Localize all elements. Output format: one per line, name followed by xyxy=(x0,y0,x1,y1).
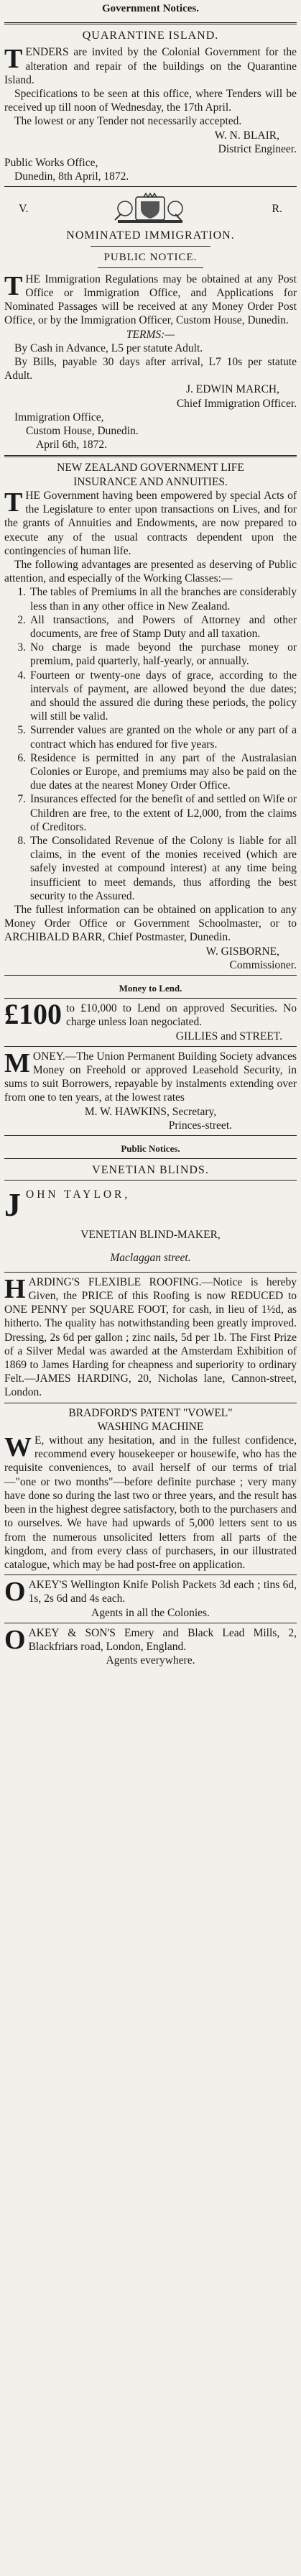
loan-amount: £100 xyxy=(4,1001,62,1031)
address-line: Maclaggan street. xyxy=(110,1251,191,1264)
agents-line: Agents everywhere. xyxy=(106,1654,195,1667)
signature-name: W. N. BLAIR, xyxy=(214,129,279,142)
list-text: All transactions, and Powers of Attorney and other documents, are free of Stamp Duty and all taxation. xyxy=(30,613,297,640)
address-line: Princes-street. xyxy=(168,1119,232,1132)
signature-name: GILLIES and STREET. xyxy=(175,1030,282,1042)
notice-paragraph: The lowest or any Tender not necessarily accepted. xyxy=(14,115,242,128)
list-number: 7. xyxy=(17,793,26,806)
royal-r: R. xyxy=(272,202,282,215)
list-item xyxy=(4,641,297,668)
drop-cap: T xyxy=(4,44,23,75)
list-number: 4. xyxy=(17,669,26,682)
agents-line: Agents in all the Colonies. xyxy=(91,1606,210,1619)
list-number: 1. xyxy=(17,586,26,599)
list-number: 2. xyxy=(17,613,26,626)
advantages-list xyxy=(4,585,297,903)
divider xyxy=(91,246,210,247)
signature-title: Chief Immigration Officer. xyxy=(176,397,297,410)
section-header: Government Notices. xyxy=(102,3,199,14)
list-item xyxy=(4,751,297,793)
notice-body: ENDERS are invited by the Colonial Government for the alteration and repair of the buildings on the Quarantine Island. xyxy=(4,46,297,86)
notice-body: HE Immigration Regulations may be obtained at any Post Office or Immigration Office, and Applications for Nominated Passages will be received at any Money Order Post Office, or by the Immigration Officer, Custom House, Dunedin. xyxy=(4,272,297,327)
address-line: Public Works Office, xyxy=(4,157,98,170)
drop-cap: O xyxy=(4,1624,26,1655)
notice-subtitle: PUBLIC NOTICE. xyxy=(103,251,198,263)
list-number: 5. xyxy=(17,724,26,737)
divider xyxy=(4,22,297,24)
signature-name: J. EDWIN MARCH, xyxy=(185,383,279,396)
notice-body: E, without any hesitation, and in the fullest confidence, recommend every housekeeper or housewife, who has the requisite conveniences, to avail herself of our terms of trial—"one or two months"—before definite purchase ; very many have done so during the last two or three years, and the result has been in the highest degree satisfactory, both to the purchasers and to ourselves. We have had upwards of 5,000 letters sent to us from the numerous unsolicited letters from all parts of the kingdom, and from every class of purchasers, in our illustrated catalogue, which may be had post-free on application. xyxy=(4,1434,297,1571)
notice-title: NOMINATED IMMIGRATION. xyxy=(66,229,235,242)
divider xyxy=(4,1180,297,1181)
maker-name: OHN TAYLOR, xyxy=(26,1188,131,1201)
notice-title: NEW ZEALAND GOVERNMENT LIFE xyxy=(57,462,244,475)
drop-cap: M xyxy=(4,1048,30,1078)
list-number: 3. xyxy=(17,641,26,654)
notice-title: QUARANTINE ISLAND. xyxy=(82,29,219,42)
bradford-notice xyxy=(4,1406,297,1572)
notice-body: to £10,000 to Lend on approved Securities. No charge unless loan negociated. xyxy=(66,1002,297,1029)
signature-title: District Engineer. xyxy=(218,142,297,155)
list-number: 6. xyxy=(17,751,26,764)
divider xyxy=(4,1158,297,1159)
section-label: Public Notices. xyxy=(121,1143,180,1155)
section-label: Money to Lend. xyxy=(119,983,182,994)
address-line: Immigration Office, xyxy=(14,411,104,423)
divider xyxy=(4,998,297,999)
list-text: Insurances effected for the benefit of and settled on Wife or Children are free, to the extent of L2,000, from the claims of Creditors. xyxy=(30,793,297,833)
list-item xyxy=(4,585,297,613)
signature-name: W. GISBORNE, xyxy=(205,945,279,958)
list-item xyxy=(4,669,297,724)
royal-v: V. xyxy=(19,202,29,215)
notice-title: WASHING MACHINE xyxy=(97,1420,204,1433)
notice-title: VENETIAN BLINDS. xyxy=(92,1164,209,1177)
roofing-notice xyxy=(4,1275,297,1400)
list-item xyxy=(4,613,297,641)
royal-crest-icon xyxy=(96,193,204,224)
drop-cap: T xyxy=(4,270,23,301)
notice-paragraph: Specifications to be seen at this office, where Tenders will be received up till noon of Wednesday, the 17th April. xyxy=(4,88,297,114)
oakey-polish-notice xyxy=(4,1578,297,1620)
quarantine-notice xyxy=(4,29,297,183)
notice-paragraph: The fullest information can be obtained on application to any Money Order Office or Government Schoolmaster, or to ARCHIBALD BARR, Chief Postmaster, Dunedin. xyxy=(4,903,297,944)
notice-body: AKEY'S Wellington Knife Polish Packets 3d each ; tins 6d, 1s, 2s 6d and 4s each. xyxy=(28,1579,297,1605)
blinds-notice xyxy=(4,1163,297,1265)
drop-cap: O xyxy=(4,1577,26,1608)
list-text: The tables of Premiums in all the branches are considerably less than in any other office in New Zealand. xyxy=(30,586,297,613)
notice-body: ARDING'S FLEXIBLE ROOFING.—Notice is hereby Given, the PRICE of this Roofing is now REDUCED to ONE PENNY per SQUARE FOOT, for cash, in lieu of 1½d, as hitherto. The quality has notwithstanding been greatly improved. Dressing, 2s 6d per gallon ; zinc nails, 5d per 1b. The First Prize of a Silver Medal was awarded at the Amsterdam Exhibition of 1869 to James Harding for cheapness and superiority to ordinary Felt.—JAMES HARDING, 20, Nicholas lane, Cannon-street, London. xyxy=(4,1275,297,1399)
list-text: The Consolidated Revenue of the Colony is liable for all claims, in the event of the monies received (which are safely invested at compound interest) at any time being insufficient to meet demands, thus affording the best security to the Assured. xyxy=(30,834,297,902)
list-number: 8. xyxy=(17,834,26,847)
drop-cap: T xyxy=(4,487,23,518)
notice-title: INSURANCE AND ANNUITIES. xyxy=(73,475,228,488)
date-line: April 6th, 1872. xyxy=(36,439,108,452)
list-text: Residence is permitted in any part of the Australasian Colonies or Europe, and premiums may also be paid on the due dates at the nearest Money Order Office. xyxy=(30,751,297,792)
divider xyxy=(4,1135,297,1136)
maker-trade: VENETIAN BLIND-MAKER, xyxy=(80,1229,221,1242)
oakey-emery-notice xyxy=(4,1626,297,1668)
list-text: Surrender values are granted on the whole or any part of a contract which has endured for five years. xyxy=(30,724,297,751)
loan-notice xyxy=(4,1001,297,1043)
drop-cap: W xyxy=(4,1432,32,1463)
notice-body: HE Government having been empowered by special Acts of the Legislature to enter upon transactions on Lives, and for the grants of Annuities and Endowments, are now prepared to execute any of the usual contracts dependent upon the contingencies of human life. xyxy=(4,489,297,557)
terms-line: By Bills, payable 30 days after arrival, L7 10s per statute Adult. xyxy=(4,356,297,382)
terms-line: By Cash in Advance, L5 per statute Adult. xyxy=(14,342,203,354)
list-text: No charge is made beyond the purchase money or premium, paid quarterly, half-yearly, or annually. xyxy=(30,641,297,668)
list-item xyxy=(4,834,297,903)
address-line: Dunedin, 8th April, 1872. xyxy=(14,170,129,183)
list-item xyxy=(4,723,297,751)
notice-paragraph: The following advantages are presented as deserving of Public attention, and especially of the Working Classes:— xyxy=(4,558,297,585)
signature-title: Commissioner. xyxy=(229,958,297,971)
drop-cap: J xyxy=(4,1186,21,1221)
list-text: Fourteen or twenty-one days of grace, according to the intervals of payment, are allowed beyond the due dates; and should the assured die during these periods, the policy will still be valid. xyxy=(30,669,297,723)
signature-name: M. W. HAWKINS, Secretary, xyxy=(84,1105,217,1118)
notice-body: AKEY & SON'S Emery and Black Lead Mills, 2, Blackfriars road, London, England. xyxy=(28,1626,297,1653)
union-notice xyxy=(4,1050,297,1132)
divider xyxy=(4,186,297,187)
notice-body: ONEY.—The Union Permanent Building Society advances Money on Freehold or approved Leasehold Security, in sums to suit Borrowers, repayable by instalments extending over from one to ten years, at the lowest rates xyxy=(4,1050,297,1104)
immigration-notice xyxy=(4,190,297,452)
divider xyxy=(4,975,297,976)
divider xyxy=(98,267,203,268)
divider xyxy=(4,1272,297,1273)
divider xyxy=(4,455,297,457)
list-item xyxy=(4,792,297,834)
terms-heading: TERMS:— xyxy=(126,328,175,341)
notice-title: BRADFORD'S PATENT "VOWEL" xyxy=(68,1406,233,1419)
address-line: Custom House, Dunedin. xyxy=(26,425,139,438)
life-insurance-notice xyxy=(4,461,297,972)
divider xyxy=(4,1046,297,1047)
drop-cap: H xyxy=(4,1273,26,1304)
